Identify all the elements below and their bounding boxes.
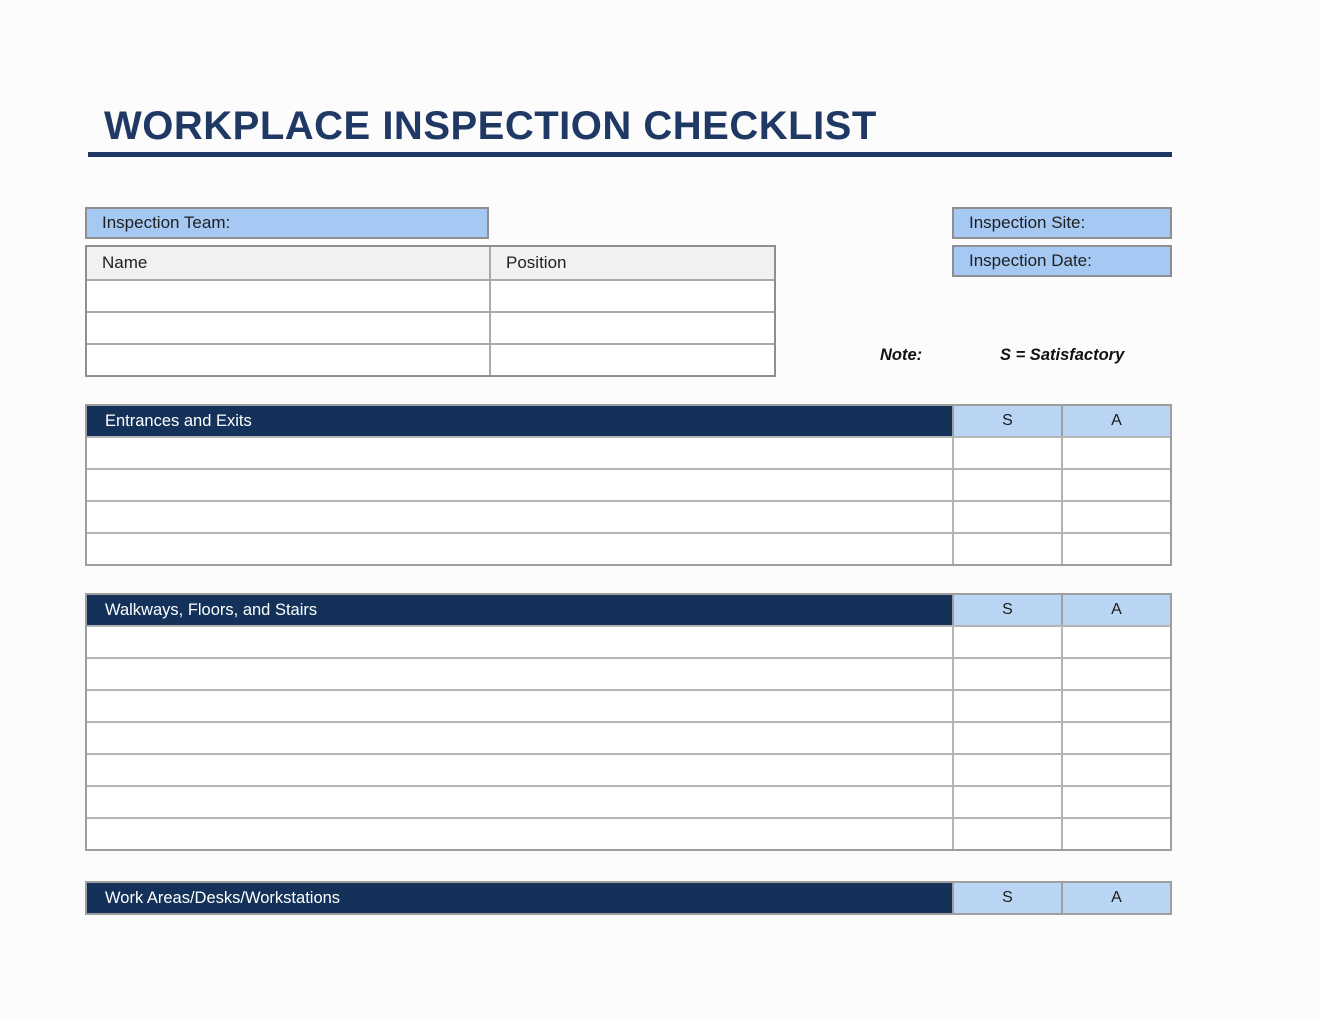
team-position-cell[interactable] [489, 345, 774, 375]
satisfactory-cell[interactable] [952, 659, 1061, 689]
satisfactory-cell[interactable] [952, 534, 1061, 564]
inspection-site-label-text: Inspection Site: [969, 213, 1086, 232]
team-position-cell[interactable] [489, 281, 774, 311]
satisfactory-cell[interactable] [952, 787, 1061, 817]
action-cell[interactable] [1061, 819, 1170, 849]
team-name-cell[interactable] [87, 345, 489, 375]
checklist-item-cell[interactable] [87, 819, 952, 849]
checklist-row [87, 817, 1170, 849]
action-cell[interactable] [1061, 502, 1170, 532]
inspection-date-field[interactable] [952, 245, 1172, 277]
inspection-date-label-text: Inspection Date: [969, 251, 1092, 270]
team-name-column-header: Name [102, 253, 148, 272]
checklist-row [87, 468, 1170, 500]
checklist-item-cell[interactable] [87, 627, 952, 657]
team-position-column-header: Position [489, 247, 774, 279]
inspection-team-table [85, 245, 776, 377]
action-cell[interactable] [1061, 627, 1170, 657]
action-cell[interactable] [1061, 659, 1170, 689]
team-position-cell[interactable] [489, 313, 774, 343]
checklist-row [87, 657, 1170, 689]
action-column-header: A [1061, 883, 1170, 913]
action-cell[interactable] [1061, 534, 1170, 564]
checklist-row [87, 689, 1170, 721]
checklist-section [85, 404, 1172, 566]
checklist-item-cell[interactable] [87, 659, 952, 689]
satisfactory-cell[interactable] [952, 723, 1061, 753]
checklist-item-cell[interactable] [87, 534, 952, 564]
checklist-item-cell[interactable] [87, 723, 952, 753]
note-label: Note: [880, 346, 923, 364]
inspection-team-label-text: Inspection Team: [102, 213, 231, 232]
satisfactory-cell[interactable] [952, 502, 1061, 532]
checklist-row [87, 721, 1170, 753]
satisfactory-cell[interactable] [952, 470, 1061, 500]
satisfactory-column-header: S [952, 883, 1061, 913]
note-legend-text: S = Satisfactory [1000, 346, 1125, 364]
team-name-cell[interactable] [87, 313, 489, 343]
team-table-header-row [87, 247, 774, 279]
action-cell[interactable] [1061, 755, 1170, 785]
action-cell[interactable] [1061, 723, 1170, 753]
checklist-row [87, 532, 1170, 564]
checklist-item-cell[interactable] [87, 502, 952, 532]
checklist-item-cell[interactable] [87, 470, 952, 500]
action-cell[interactable] [1061, 787, 1170, 817]
team-name-cell[interactable] [87, 281, 489, 311]
action-cell[interactable] [1061, 470, 1170, 500]
title-underline [88, 152, 1172, 157]
checklist-row [87, 753, 1170, 785]
section-header-row [87, 883, 1170, 913]
checklist-row [87, 625, 1170, 657]
section-title: Walkways, Floors, and Stairs [87, 595, 952, 625]
section-header-row [87, 595, 1170, 625]
satisfactory-cell[interactable] [952, 819, 1061, 849]
satisfactory-cell[interactable] [952, 438, 1061, 468]
checklist-row [87, 436, 1170, 468]
checklist-row [87, 500, 1170, 532]
checklist-item-cell[interactable] [87, 787, 952, 817]
section-header-row [87, 406, 1170, 436]
section-title: Entrances and Exits [87, 406, 952, 436]
inspection-team-label [85, 207, 489, 239]
satisfactory-cell[interactable] [952, 755, 1061, 785]
checklist-section [85, 593, 1172, 851]
action-column-header: A [1061, 595, 1170, 625]
checklist-row [87, 785, 1170, 817]
satisfactory-column-header: S [952, 406, 1061, 436]
team-table-row [87, 311, 774, 343]
team-table-row [87, 279, 774, 311]
satisfactory-cell[interactable] [952, 627, 1061, 657]
action-column-header: A [1061, 406, 1170, 436]
satisfactory-cell[interactable] [952, 691, 1061, 721]
team-table-row [87, 343, 774, 375]
section-title: Work Areas/Desks/Workstations [87, 883, 952, 913]
satisfactory-column-header: S [952, 595, 1061, 625]
action-cell[interactable] [1061, 438, 1170, 468]
checklist-section [85, 881, 1172, 915]
checklist-item-cell[interactable] [87, 755, 952, 785]
checklist-item-cell[interactable] [87, 691, 952, 721]
checklist-item-cell[interactable] [87, 438, 952, 468]
page-title: WORKPLACE INSPECTION CHECKLIST [104, 104, 877, 148]
inspection-site-field[interactable] [952, 207, 1172, 239]
action-cell[interactable] [1061, 691, 1170, 721]
